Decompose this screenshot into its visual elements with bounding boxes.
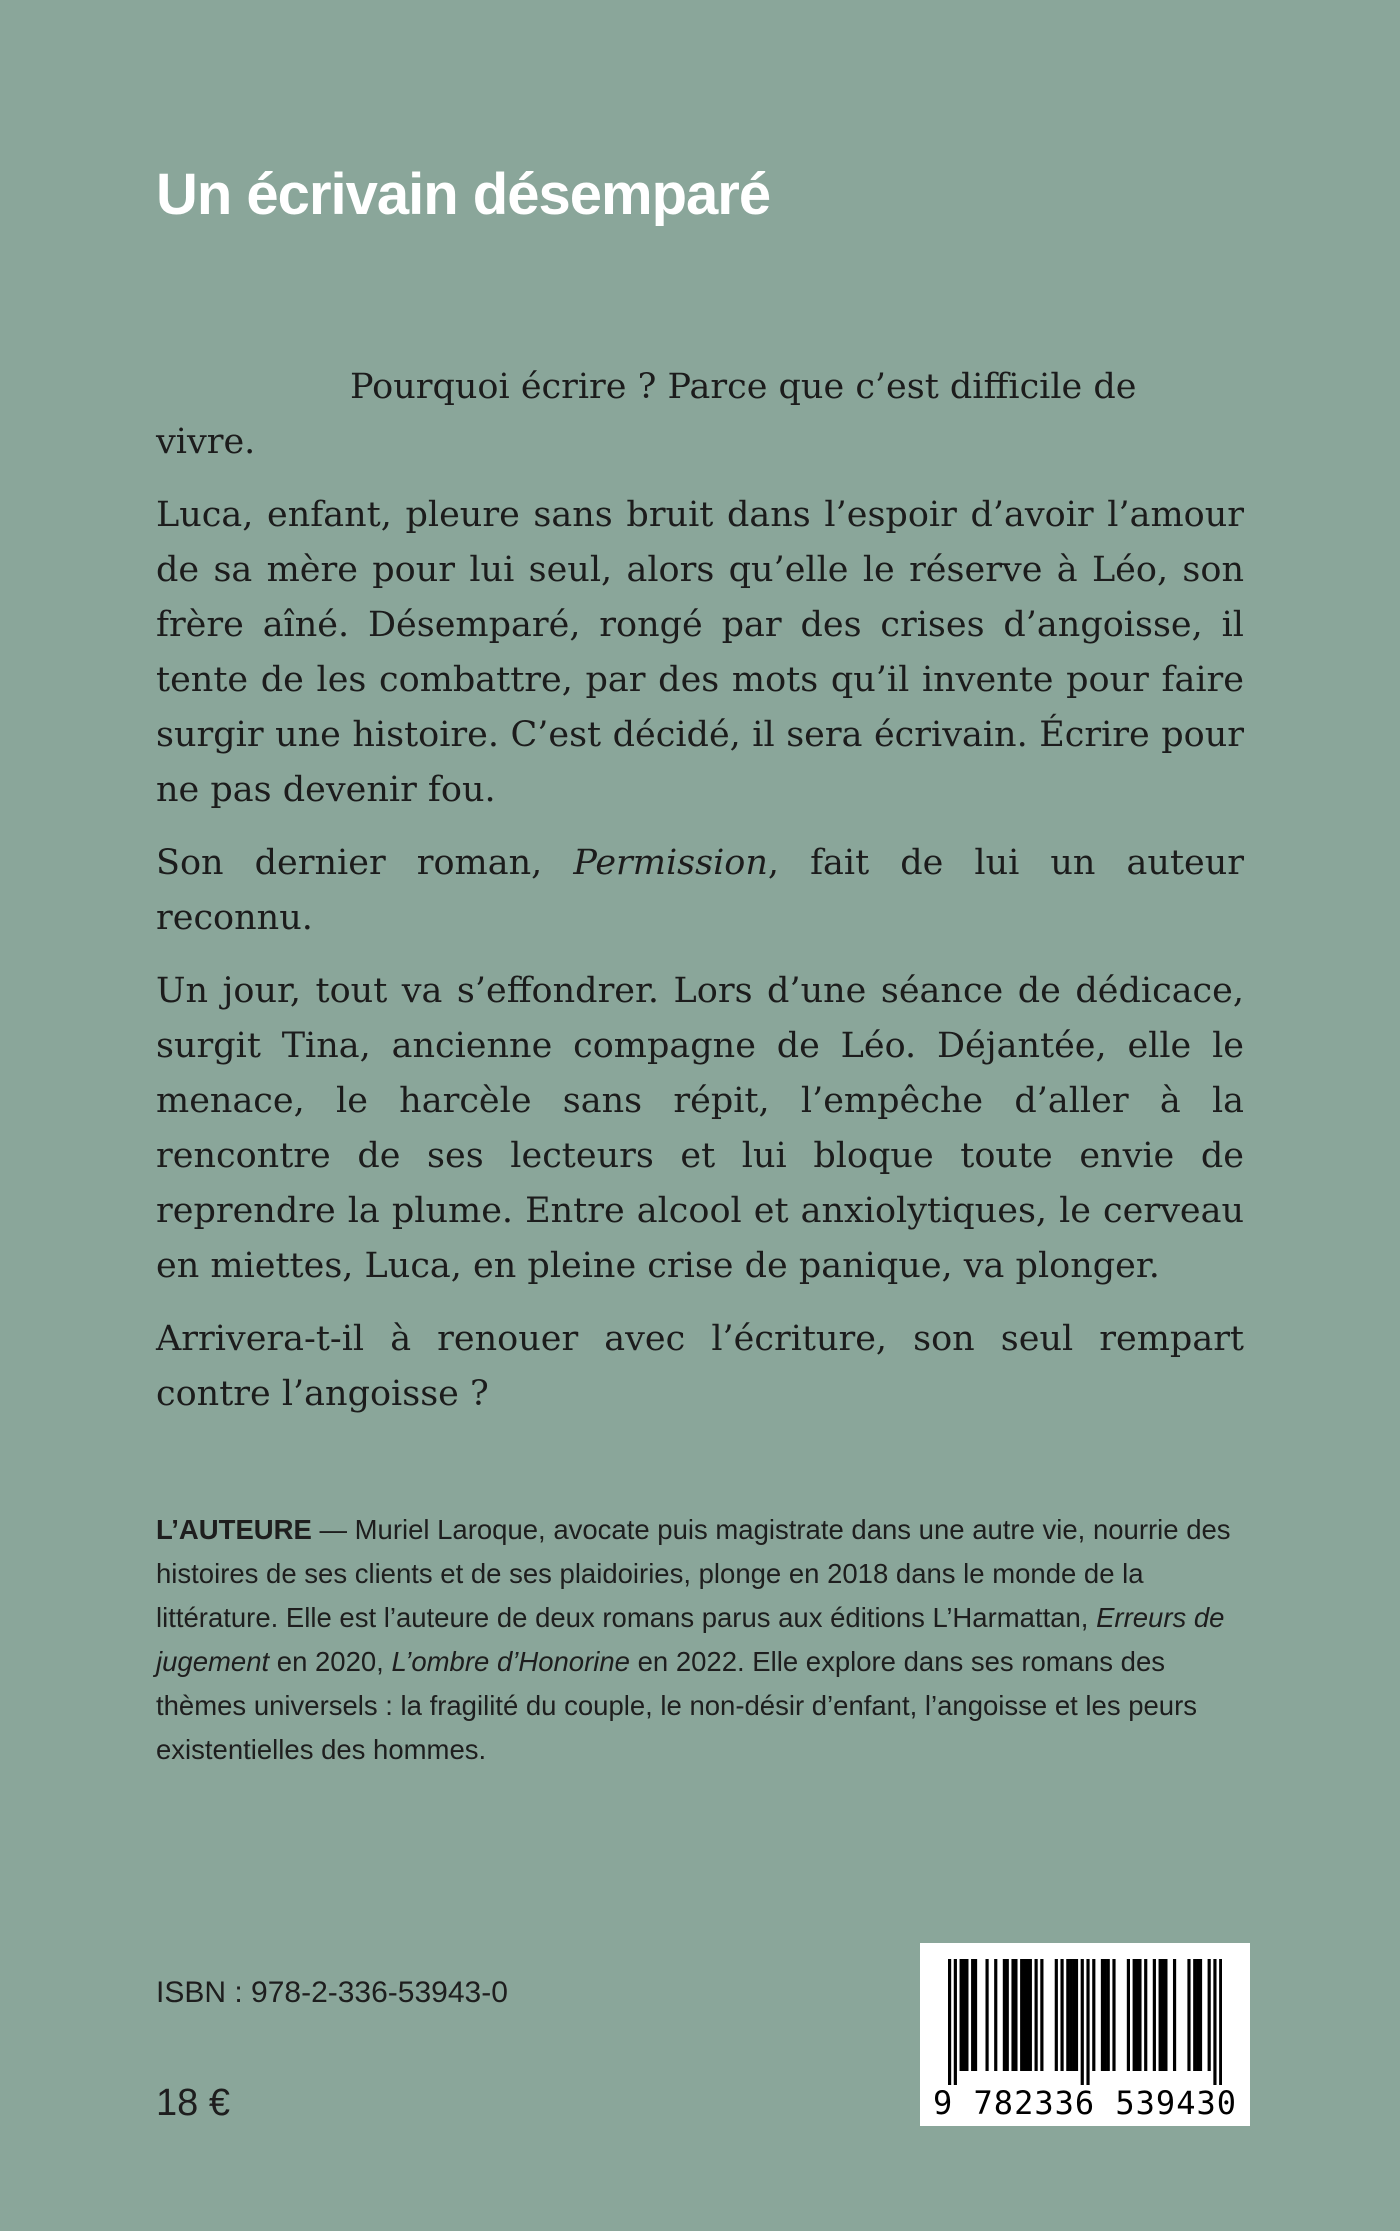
barcode-bar bbox=[1026, 1959, 1029, 2071]
barcode-bar bbox=[1006, 1959, 1009, 2071]
barcode-bar bbox=[960, 1959, 963, 2071]
price: 18 € bbox=[156, 2082, 230, 2124]
barcode-bar bbox=[1107, 1959, 1110, 2071]
author-bio-dash: — bbox=[311, 1514, 355, 1545]
barcode-bar bbox=[974, 1959, 977, 2071]
barcode-bar bbox=[1112, 1959, 1115, 2071]
barcode-bar bbox=[1092, 1959, 1095, 2071]
author-bio-text: en 2022. Elle explore dans ses romans des thèmes universels : la fragilité du couple, le non-désir d’enfant, l’angoisse et les peurs existentielles des hommes. bbox=[156, 1646, 1197, 1765]
blurb-paragraph bbox=[156, 836, 1244, 946]
barcode-bars bbox=[948, 1959, 1222, 2085]
barcode-bar bbox=[1075, 1959, 1078, 2071]
barcode-bar bbox=[1138, 1959, 1141, 2071]
barcode-bar bbox=[1014, 1959, 1017, 2071]
barcode-bar bbox=[1193, 1959, 1196, 2071]
barcode-bar bbox=[1023, 1959, 1026, 2071]
barcode-bar bbox=[1127, 1959, 1130, 2071]
barcode-bar bbox=[962, 1959, 965, 2071]
barcode-bar bbox=[1159, 1959, 1162, 2071]
barcode-bar bbox=[1040, 1959, 1043, 2071]
isbn: ISBN : 978-2-336-53943-0 bbox=[156, 1976, 508, 2009]
barcode-bar bbox=[1081, 1959, 1084, 2085]
barcode-bar bbox=[1035, 1959, 1038, 2071]
barcode-bar bbox=[948, 1959, 951, 2085]
barcode-bar bbox=[1161, 1959, 1164, 2071]
barcode-bar bbox=[1144, 1959, 1147, 2071]
barcode-bar bbox=[1020, 1959, 1023, 2071]
barcode-bar bbox=[985, 1959, 988, 2071]
barcode-bar bbox=[1173, 1959, 1176, 2071]
barcode-bar bbox=[1199, 1959, 1202, 2071]
barcode-bar bbox=[1003, 1959, 1006, 2071]
barcode-bar bbox=[1011, 1959, 1014, 2071]
book-title: Un écrivain désemparé bbox=[156, 162, 771, 227]
barcode bbox=[920, 1943, 1250, 2126]
author-bio-text: Muriel Laroque, avocate puis magistrate dans une autre vie, nourrie des histoires de ses clients et de ses plaidoiries, plonge en 2018 dans le monde de la littérature. Elle est l’auteure de deux romans parus aux éditions L’Harmattan, bbox=[156, 1514, 1231, 1633]
blurb-paragraph: Luca, enfant, pleure sans bruit dans l’espoir d’avoir l’amour de sa mère pour lui seul, alors qu’elle le réserve à Léo, son frère aîné. Désemparé, rongé par des crises d’angoisse, il tente de les combattre, par des mots qu’il invente pour faire surgir une histoire. C’est décidé, il sera écrivain. Écrire pour ne pas devenir fou. bbox=[156, 495, 1244, 810]
barcode-bar bbox=[1219, 1959, 1222, 2085]
author-bio-heading: L’AUTEURE bbox=[156, 1514, 312, 1545]
barcode-bar bbox=[1153, 1959, 1156, 2071]
barcode-bar bbox=[1066, 1959, 1069, 2071]
barcode-bar bbox=[1135, 1959, 1138, 2071]
book-reference: L’ombre d’Honorine bbox=[391, 1646, 630, 1677]
barcode-bar bbox=[1208, 1959, 1211, 2071]
blurb bbox=[156, 360, 1244, 1440]
barcode-bar bbox=[1086, 1959, 1089, 2085]
novel-title: Permission bbox=[573, 843, 768, 883]
barcode-bar bbox=[971, 1959, 974, 2071]
barcode-bar bbox=[954, 1959, 957, 2085]
barcode-digits: 9 782336 539430 bbox=[933, 2084, 1237, 2122]
barcode-bar bbox=[1029, 1959, 1032, 2071]
author-bio bbox=[156, 1508, 1246, 1772]
blurb-text: , fait de lui un auteur reconnu. bbox=[156, 843, 1244, 938]
barcode-bar bbox=[1069, 1959, 1072, 2071]
blurb-paragraph: Un jour, tout va s’effondrer. Lors d’une séance de dédicace, surgit Tina, ancienne compagne de Léo. Déjantée, elle le menace, le harcèle sans répit, l’empêche d’aller à la rencontre de ses lecteurs et lui bloque toute envie de reprendre la plume. Entre alcool et anxiolytiques, le cerveau en miettes, Luca, en pleine crise de panique, va plonger. bbox=[156, 971, 1244, 1286]
blurb-paragraph: Arrivera-t-il à renouer avec l’écriture, son seul rempart contre l’angoisse ? bbox=[156, 1319, 1244, 1414]
author-bio-text: en 2020, bbox=[269, 1646, 392, 1677]
book-reference: Erreurs de jugement bbox=[156, 1602, 1225, 1677]
barcode-bar bbox=[1055, 1959, 1058, 2071]
barcode-bar bbox=[994, 1959, 997, 2071]
barcode-bar bbox=[1213, 1959, 1216, 2085]
barcode-bar bbox=[1101, 1959, 1104, 2071]
blurb-text: Son dernier roman, bbox=[156, 843, 574, 883]
barcode-bar bbox=[1060, 1959, 1063, 2071]
barcode-bar bbox=[1187, 1959, 1190, 2071]
barcode-bar bbox=[1072, 1959, 1075, 2071]
barcode-bar bbox=[1104, 1959, 1107, 2071]
barcode-bar bbox=[1164, 1959, 1167, 2071]
barcode-bar bbox=[1133, 1959, 1136, 2071]
blurb-epigraph: Pourquoi écrire ? Parce que c’est difficile de vivre. bbox=[156, 367, 1137, 462]
barcode-bar bbox=[965, 1959, 968, 2071]
barcode-bar bbox=[1196, 1959, 1199, 2071]
